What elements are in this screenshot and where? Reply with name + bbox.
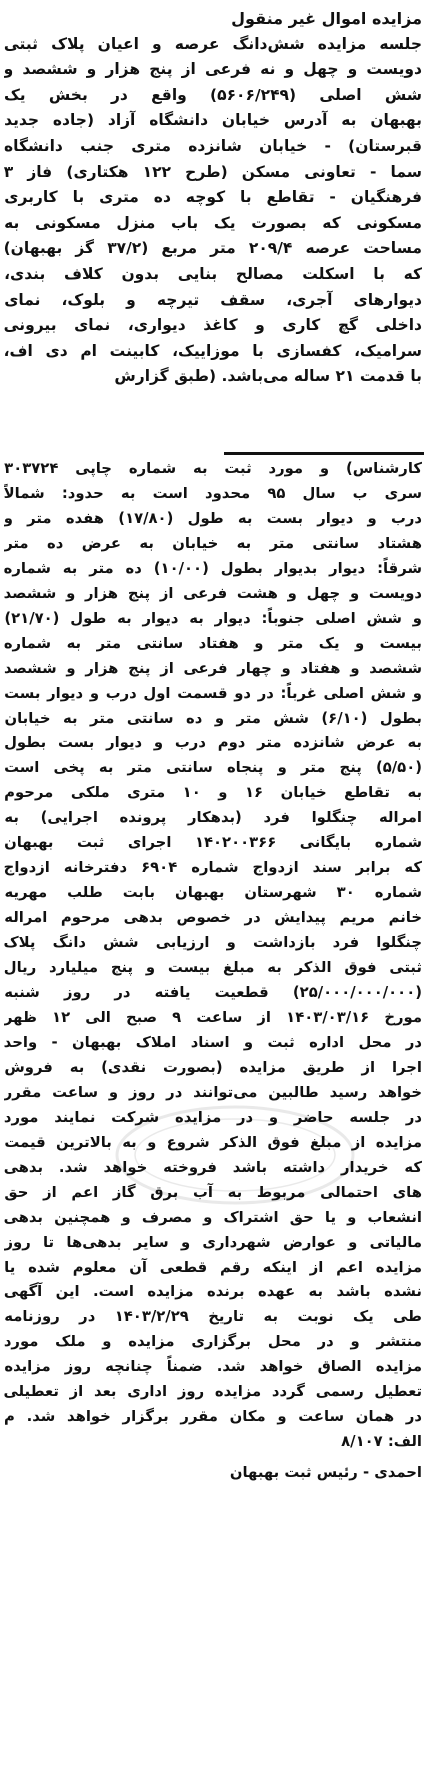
text-line: که برابر سند ازدواج شماره ۶۹۰۴ دفترخانه ازدواج	[4, 859, 422, 877]
text-line: کارشناس) و مورد ثبت به شماره چاپی ۳۰۳۷۲۴	[4, 460, 422, 477]
text-line: مزایده اعم از اینکه رقم قطعی آن معلوم شده یا	[4, 1258, 422, 1276]
text-line: در جلسه حاضر و در مزایده شرکت نمایند مورد	[4, 1108, 422, 1126]
text-line: اجرا از طریق مزایده (بصورت نقدی) به فروش	[4, 1058, 422, 1076]
column-divider	[224, 452, 424, 455]
text-line: دویست و چهل و هشت فرعی از پنج هزار و ششصد	[4, 584, 422, 602]
text-line: ثبتی فوق الذکر به مبلغ بیست و پنج میلیارد ریال	[4, 959, 422, 977]
text-line: هشتاد سانتی متر به خیابان به عرض ده متر	[4, 534, 422, 552]
text-line: که خریدار داشته باشد فروخته خواهد شد. بدهی	[4, 1158, 422, 1176]
text-line: شماره بایگانی ۱۴۰۲۰۰۳۶۶ اجرای ثبت بهبهان	[4, 834, 422, 852]
text-line: در همان ساعت و مکان مقرر برگزار خواهد شد. م	[4, 1408, 422, 1426]
text-line: که با اسکلت مصالح بنایی بدون کلاف بندی،	[4, 264, 422, 283]
text-line: جلسه مزایده شش‌دانگ عرصه و اعیان پلاک ثبتی	[4, 34, 422, 53]
text-line: منتشر و در محل برگزاری مزایده و ملک مورد	[4, 1333, 422, 1351]
text-line: بهبهان به آدرس خیابان دانشگاه آزاد (جاده جدید	[4, 111, 422, 130]
text-line: مساحت عرصه ۲۰۹/۴ متر مربع (۳۷/۲ گز بهبهان)	[4, 239, 422, 258]
notice-part-2-lines	[4, 457, 422, 1455]
text-line: سری ب سال ۹۵ محدود است به حدود: شمالاً	[4, 484, 422, 502]
text-line: مسکونی که بصورت یک باب منزل مسکونی به	[4, 213, 422, 232]
text-line: نشده باشد به عهده برنده مزایده است. این آگهی	[4, 1283, 422, 1301]
text-line: شش اصلی (۵۶۰۶/۲۴۹) واقع در بخش یک	[4, 85, 422, 104]
text-line: و شش اصلی جنوباً: دیوار به دیوار به طول (۲۱/۷۰)	[4, 609, 422, 627]
text-line: دویست و چهل و نه فرعی از پنج هزار و ششصد و	[4, 60, 422, 79]
text-line: بطول (۶/۱۰) شش متر و ده سانتی متر به خیابان	[4, 709, 422, 727]
text-line: خانم مریم پیدایش در خصوص بدهی مرحوم امراله	[4, 909, 422, 927]
text-line: فرهنگیان - تقاطع با کوچه ده متری با کاربری	[4, 188, 422, 207]
notice-part-2	[4, 457, 422, 1761]
text-line: ششصد و هفتاد و چهار فرعی از پنج هزار و ششصد	[4, 659, 422, 677]
text-line: بیست و یک متر و هفتاد سانتی متر به شماره	[4, 634, 422, 652]
text-line: خواهد رسید طالبین می‌توانند در روز و ساعت مقرر	[4, 1083, 422, 1101]
signature: احمدی - رئیس ثبت بهبهان	[229, 1464, 422, 1482]
text-line: انشعاب و یا حق اشتراک و مصرف و همچنین بدهی	[4, 1208, 422, 1226]
text-line: (۵/۵۰) پنج متر و پنجاه سانتی متر به پخی است	[4, 759, 422, 777]
text-line: امراله چنگلوا فرد (بدهکار پرونده اجرایی) به	[4, 809, 422, 827]
text-line: الف: ۸/۱۰۷	[341, 1433, 422, 1451]
notice-part-1-lines	[4, 32, 422, 390]
text-line: شرقاً: دیوار بدیوار بطول (۱۰/۰۰) ده متر به شماره	[4, 559, 422, 577]
text-line: به تقاطع خیابان ۱۶ و ۱۰ متری ملکی مرحوم	[4, 784, 422, 802]
text-line: سما - تعاونی مسکن (طرح ۱۲۲ هکتاری) فاز ۳	[4, 162, 422, 181]
text-line: تعطیل رسمی گردد مزایده روز اداری بعد از تعطیلی	[4, 1383, 422, 1401]
text-line: به عرض شانزده متر دوم درب و دیوار بست بطول	[4, 734, 422, 752]
text-line: مورخ ۱۴۰۳/۰۳/۱۶ از ساعت ۹ صبح الی ۱۲ ظهر	[4, 1008, 422, 1026]
text-line: سرامیک، کفسازی با موزاییک، کابینت ام دی اف،	[4, 341, 422, 360]
text-line: مالیاتی و عوارض شهرداری و سایر بدهی‌ها تا روز	[4, 1233, 422, 1251]
text-line: قبرستان) - خیابان شانزده متری جنب دانشگاه	[4, 136, 422, 155]
text-line: چنگلوا فرد بازداشت و ارزیابی شش دانگ پلاک	[4, 934, 422, 952]
text-line: های احتمالی مربوط به آب برق گاز اعم از حق	[4, 1183, 422, 1201]
text-line: شماره ۳۰ شهرستان بهبهان بابت طلب مهریه	[4, 884, 422, 902]
text-line: دیوارهای آجری، سقف تیرچه و بلوک، نمای	[4, 290, 422, 309]
text-line: درب و دیوار بست به طول (۱۷/۸۰) هفده متر و	[4, 509, 422, 527]
text-line: (۲۵/۰۰۰/۰۰۰/۰۰۰) قطعیت یافته در روز شنبه	[4, 984, 422, 1002]
text-line: در محل اداره ثبت و اسناد املاک بهبهان - واحد	[4, 1033, 422, 1051]
text-line: طی یک نوبت به تاریخ ۱۴۰۳/۲/۲۹ در روزنامه	[4, 1308, 422, 1326]
text-line: با قدمت ۲۱ ساله می‌باشد. (طبق گزارش	[114, 367, 422, 386]
notice-part-1	[4, 6, 422, 454]
text-line: و شش اصلی غرباً: در دو قسمت اول درب و دیوار بست	[4, 684, 422, 702]
notice-title: مزایده اموال غیر منقول	[231, 9, 422, 28]
text-line: داخلی گچ کاری و کاغذ دیواری، نمای بیرونی	[4, 316, 422, 335]
text-line: مزایده از مبلغ فوق الذکر شروع و به بالاترین قیمت	[4, 1133, 422, 1151]
text-line: مزایده الصاق خواهد شد. ضمناً چنانچه روز مزایده	[4, 1358, 422, 1376]
